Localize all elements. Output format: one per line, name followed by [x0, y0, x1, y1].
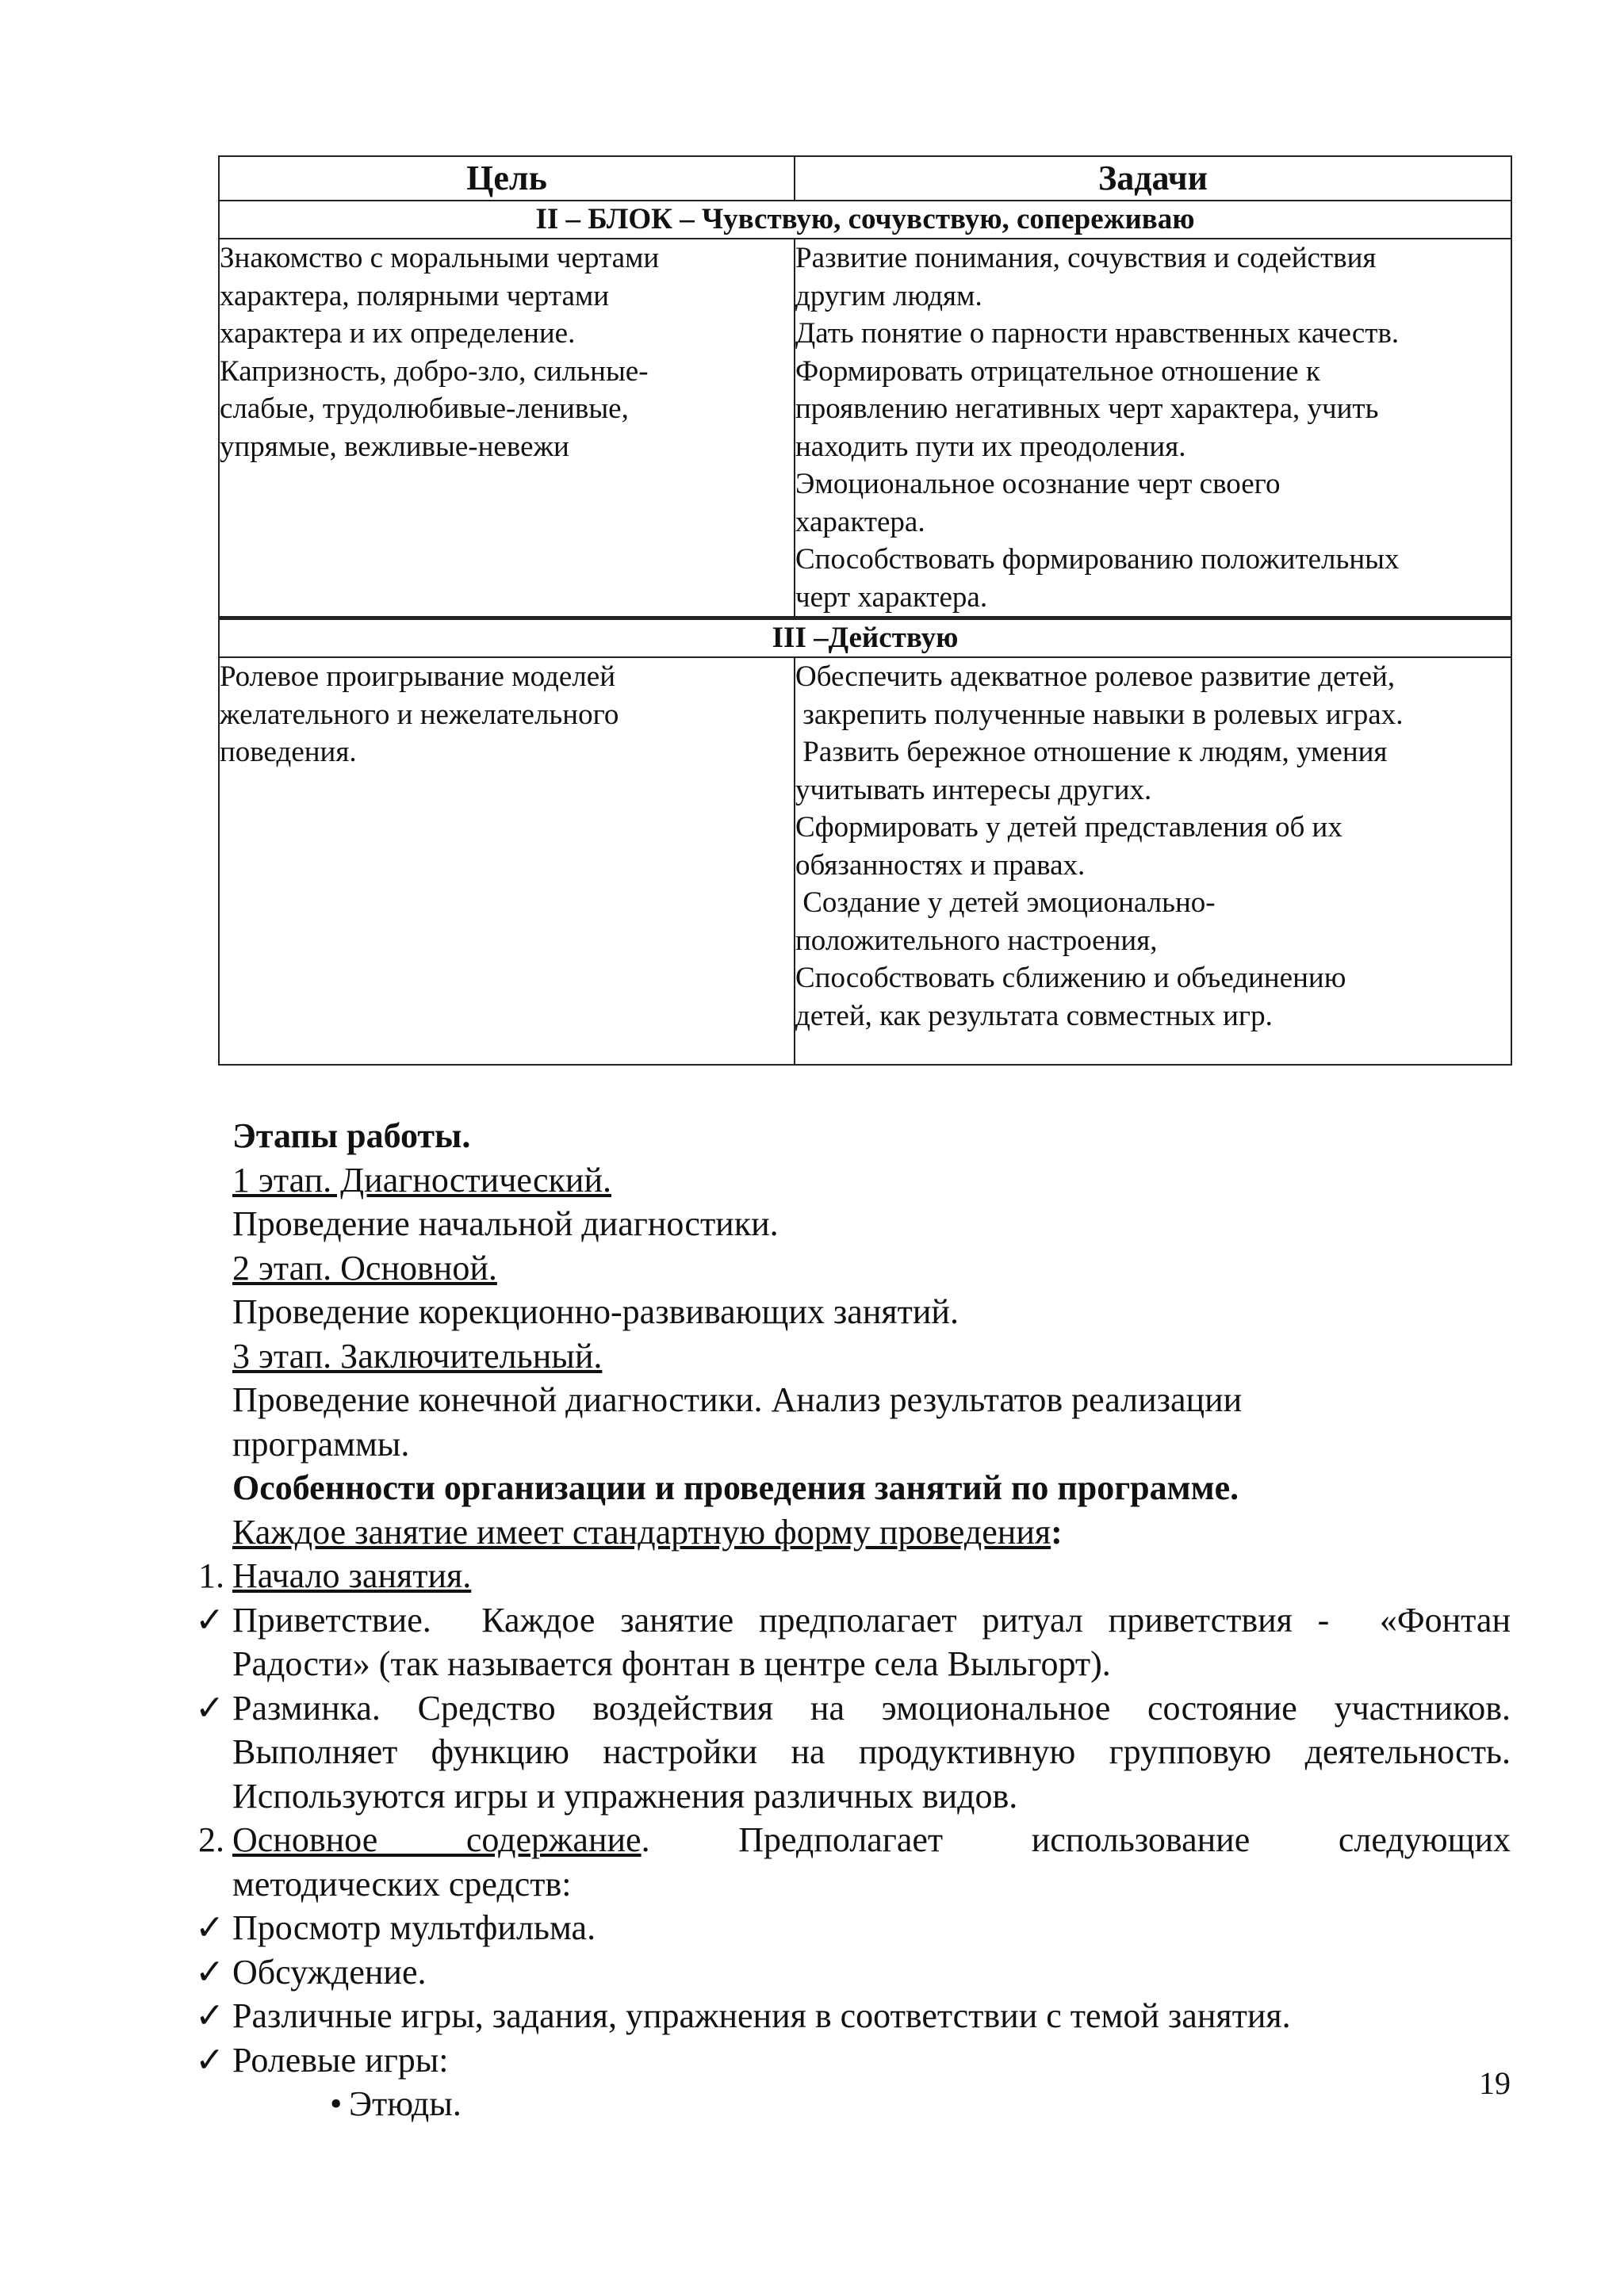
list-number: 1. — [198, 1556, 224, 1595]
task-line: Способствовать сближению и объединению — [795, 962, 1346, 994]
checklist-item-warmup — [195, 1686, 1511, 1819]
block-3-title: III –Действую — [219, 618, 1511, 658]
features-heading: Особенности организации и проведения занятий по программе. — [232, 1468, 1239, 1507]
goal-line: Знакомство с моральными чертами — [220, 242, 660, 274]
task-line: закрепить полученные навыки в ролевых играх. — [795, 698, 1404, 731]
goal-line: упрямые, вежливые-невежи — [220, 430, 569, 463]
task-line: учитывать интересы других. — [795, 773, 1152, 806]
goal-line: поведения. — [220, 736, 357, 768]
task-line: Формировать отрицательное отношение к — [795, 354, 1320, 388]
checklist-item — [195, 1994, 1511, 2038]
goal-line: Ролевое проигрывание моделей — [220, 660, 615, 693]
page-number: 19 — [1479, 2065, 1511, 2101]
text-line: Радости» (так называется фонтан в центре села Выльгорт). — [232, 1644, 1111, 1683]
header-tasks: Задачи — [795, 156, 1511, 201]
task-line: детей, как результата совместных игр. — [795, 999, 1273, 1032]
goal-line: слабые, трудолюбивые-ленивые, — [220, 392, 629, 425]
stage-2-text: Проведение корекционно-развивающих занятий. — [232, 1292, 959, 1331]
check-icon: ✓ — [195, 1688, 224, 1728]
checklist-item — [195, 1950, 1511, 1995]
text-line: Выполняет функцию настройки на продуктивную групповую деятельность. — [232, 1732, 1511, 1771]
text-line: Обсуждение. — [232, 1952, 427, 1992]
list-item-title: Начало занятия. — [232, 1556, 472, 1595]
task-line: черт характера. — [795, 580, 988, 614]
checklist-item — [195, 1906, 1511, 1950]
task-line: другим людям. — [795, 279, 982, 312]
task-line: Развитие понимания, сочувствия и содействия — [795, 242, 1377, 274]
list-item-start — [198, 1554, 1511, 1598]
check-icon: ✓ — [195, 1996, 224, 2035]
block-3-goal — [219, 657, 795, 1065]
stage-1-title: 1 этап. Диагностический. — [232, 1160, 611, 1200]
block-2-tasks — [795, 239, 1511, 618]
task-line: обязанностях и правах. — [795, 848, 1086, 882]
stage-2-title: 2 этап. Основной. — [232, 1248, 497, 1288]
features-intro-colon: : — [1051, 1512, 1063, 1552]
list-item-main — [198, 1818, 1511, 1906]
stage-3-text-cont: программы. — [232, 1424, 410, 1464]
features-intro-text: Каждое занятие имеет стандартную форму проведения — [232, 1512, 1051, 1552]
stage-3-title: 3 этап. Заключительный. — [232, 1336, 603, 1376]
goal-line: характера и их определение. — [220, 317, 576, 350]
list-item-rest: . Предполагает использование следующих — [641, 1820, 1511, 1859]
task-line: положительного настроения, — [795, 924, 1158, 957]
task-line: Сформировать у детей представления об их — [795, 811, 1342, 844]
task-line: Дать понятие о парности нравственных качеств. — [795, 317, 1400, 350]
task-line: проявлению негативных черт характера, учить — [795, 392, 1379, 425]
features-intro — [232, 1510, 1511, 1555]
document-body — [195, 1114, 1511, 2126]
block-2-goal — [219, 239, 795, 618]
stages-heading: Этапы работы. — [232, 1116, 471, 1155]
text-line: Просмотр мультфильма. — [232, 1908, 596, 1947]
text-line: Ролевые игры: — [232, 2040, 449, 2080]
task-line: Развить бережное отношение к людям, умения — [795, 736, 1388, 768]
block-2-title: II – БЛОК – Чувствую, сочувствую, сопереживаю — [219, 201, 1511, 239]
check-icon: ✓ — [195, 1908, 224, 1947]
check-icon: ✓ — [195, 1600, 224, 1640]
text-line: Различные игры, задания, упражнения в соответствии с темой занятия. — [232, 1996, 1291, 2035]
list-number: 2. — [198, 1820, 224, 1859]
bullet-text: Этюды. — [349, 2084, 462, 2123]
stage-1-text: Проведение начальной диагностики. — [232, 1204, 779, 1243]
text-line: методических средств: — [232, 1864, 572, 1904]
check-icon: ✓ — [195, 1952, 224, 1992]
task-line: Эмоциональное осознание черт своего — [795, 468, 1281, 500]
bullet-icon: • — [330, 2084, 343, 2123]
block-3-tasks — [795, 657, 1511, 1065]
checklist-item — [195, 2038, 1511, 2083]
goal-line: Капризность, добро-зло, сильные- — [220, 354, 649, 388]
task-line: характера. — [795, 505, 925, 538]
stage-3-text: Проведение конечной диагностики. Анализ результатов реализации — [232, 1380, 1243, 1419]
program-table — [218, 155, 1512, 1066]
text-line: Разминка. Средство воздействия на эмоциональное состояние участников. — [232, 1688, 1511, 1728]
check-icon: ✓ — [195, 2040, 224, 2080]
goal-line: характера, полярными чертами — [220, 279, 610, 312]
task-line: находить пути их преодоления. — [795, 430, 1186, 463]
bullet-item — [232, 2082, 1511, 2126]
text-line: Используются игры и упражнения различных видов. — [232, 1776, 1018, 1816]
text-line — [232, 1818, 1511, 1862]
goal-line: желательного и нежелательного — [220, 698, 619, 731]
text-line: Приветствие. Каждое занятие предполагает ритуал приветствия - «Фонтан — [232, 1600, 1511, 1640]
header-goal: Цель — [219, 156, 795, 201]
task-line: Обеспечить адекватное ролевое развитие детей, — [795, 660, 1396, 693]
task-line: Способствовать формированию положительных — [795, 543, 1400, 576]
checklist-item-greeting — [195, 1598, 1511, 1686]
task-line: Создание у детей эмоционально- — [795, 886, 1216, 919]
list-item-title: Основное содержание — [232, 1820, 642, 1859]
